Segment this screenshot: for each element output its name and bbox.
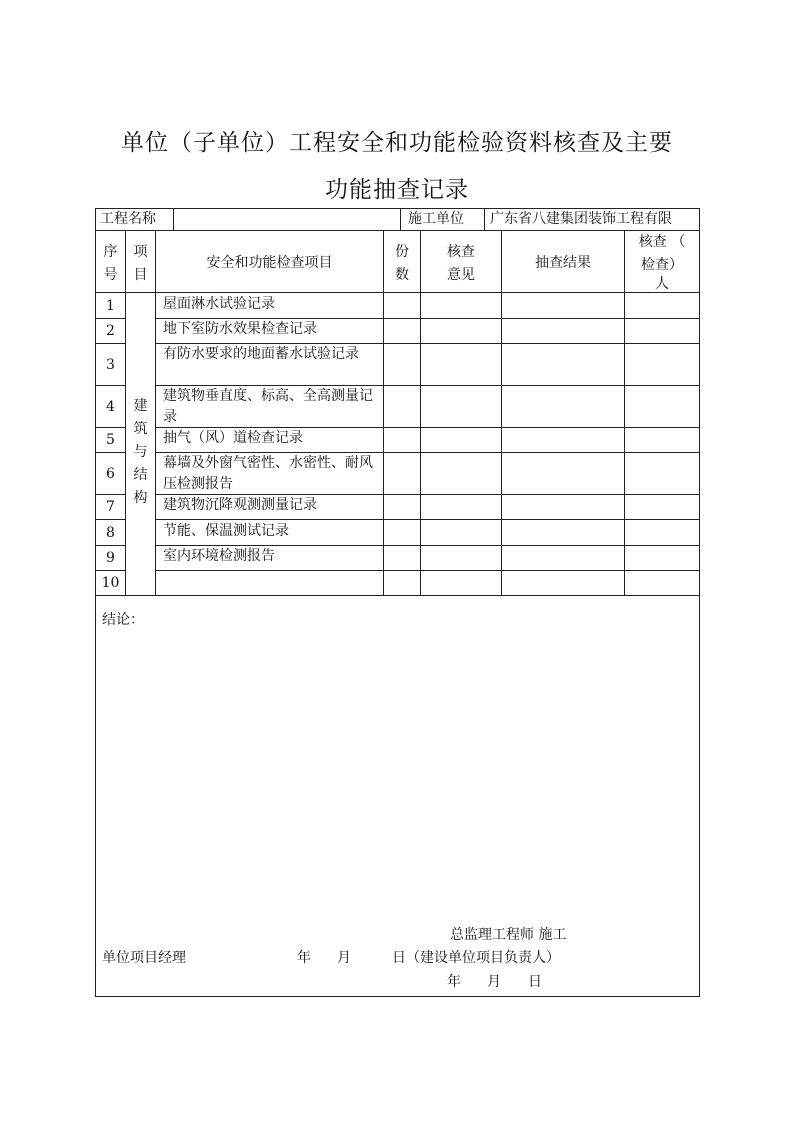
header-copies-1: 份 (395, 244, 409, 260)
row-number: 6 (106, 466, 115, 482)
manager-label: 单位项目经理 (102, 950, 186, 966)
row-item: 建筑物垂直度、标高、全高测量记录 (163, 388, 373, 425)
row-item: 抽气（风）道检查记录 (163, 430, 303, 446)
row-item: 建筑物沉降观测测量记录 (163, 497, 317, 513)
row-item: 节能、保温测试记录 (163, 523, 289, 539)
row-number: 4 (106, 399, 115, 415)
row-number: 10 (101, 575, 120, 591)
conclusion-label: 结论： (102, 612, 144, 628)
supervisor-label: 总监理工程师 施工 (450, 927, 567, 943)
header-checker-2: 检查） (641, 257, 683, 273)
project-name-label: 工程名称 (100, 211, 156, 227)
category-char: 结 (133, 467, 148, 483)
row-item: 屋面淋水试验记录 (163, 296, 275, 312)
contractor-label: 施工单位 (408, 211, 464, 227)
header-cat-1: 项 (133, 244, 148, 260)
row-number: 5 (106, 432, 115, 448)
header-seq-2: 号 (103, 267, 118, 283)
row-number: 9 (106, 550, 115, 566)
header-opinion-1: 核查 (447, 244, 475, 260)
date2-year: 年 (447, 974, 461, 990)
date-month: 月 (337, 950, 351, 966)
header-checker-3: 人 (655, 276, 669, 292)
category-char: 与 (133, 444, 148, 460)
row-number: 1 (106, 298, 115, 314)
date2-day: 日 (528, 974, 542, 990)
category-char: 建 (133, 398, 148, 414)
owner-label: （建设单位项目负责人） (406, 950, 560, 966)
document-title-line1: 单位（子单位）工程安全和功能检验资料核查及主要 (121, 130, 673, 156)
category-char: 筑 (133, 421, 148, 437)
header-copies-2: 数 (395, 267, 409, 283)
row-item: 有防水要求的地面蓄水试验记录 (163, 346, 359, 362)
row-number: 3 (106, 357, 115, 373)
header-opinion-2: 意见 (447, 267, 475, 283)
row-item: 地下室防水效果检查记录 (163, 321, 317, 337)
document-title-line2: 功能抽查记录 (325, 177, 469, 203)
row-number: 7 (106, 499, 115, 515)
date2-month: 月 (487, 974, 501, 990)
header-cat-2: 目 (133, 267, 148, 283)
header-checker-1: 核查 （ (638, 234, 686, 250)
date-year: 年 (297, 950, 311, 966)
header-result: 抽查结果 (535, 255, 591, 271)
row-number: 8 (106, 525, 115, 541)
header-seq-1: 序 (103, 244, 118, 260)
category-char: 构 (133, 490, 148, 506)
contractor-value: 广东省八建集团装饰工程有限 (490, 211, 672, 227)
header-item: 安全和功能检查项目 (206, 255, 333, 271)
row-number: 2 (106, 323, 115, 339)
date-day: 日 (392, 950, 406, 966)
row-item: 室内环境检测报告 (163, 548, 275, 564)
row-item: 幕墙及外窗气密性、水密性、耐风压检测报告 (163, 455, 373, 492)
